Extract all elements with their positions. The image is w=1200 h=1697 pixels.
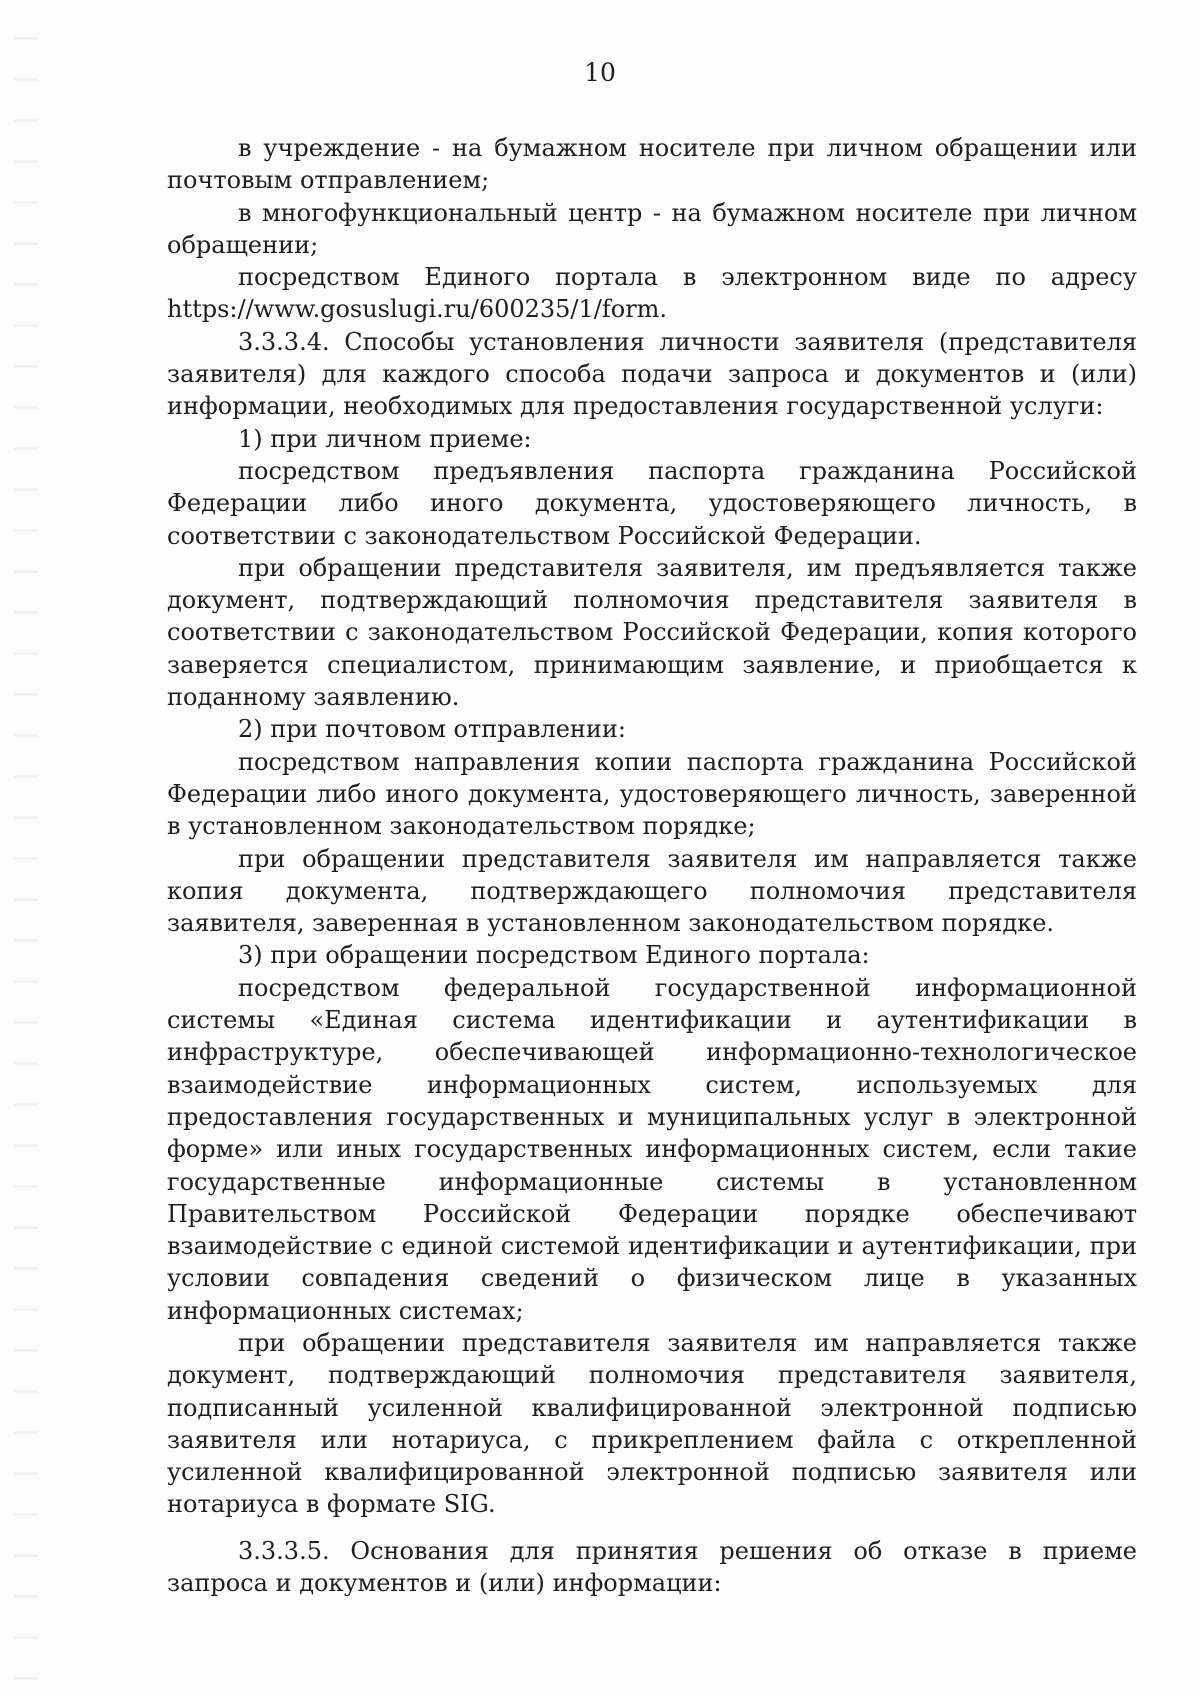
scan-edge-artifact (14, 0, 38, 1697)
paragraph-representative-postal: при обращении представителя заявителя им направляется также копия документа, подтверждающего полномочия представителя заявителя, заверенная в установленном законодательством порядке. (167, 844, 1137, 938)
paragraph-in-person-heading: 1) при личном приеме: (238, 424, 532, 453)
paragraph-portal-heading: 3) при обращении посредством Единого портала: (238, 941, 870, 970)
paragraph-representative-in-person: при обращении представителя заявителя, им предъявляется также документ, подтверждающий полномочия представителя заявителя в соответствии с законодательством Российской Федерации, копия которого заверяется специалистом, принимающим заявление, и приобщается к поданному заявлению. (167, 553, 1137, 712)
paragraph-passport-copy: посредством направления копии паспорта гражданина Российской Федерации либо иного документа, удостоверяющего личность, заверенной в установленном законодательством порядке; (167, 747, 1137, 841)
page-number: 10 (584, 58, 616, 87)
paragraph-mfc: в многофункциональный центр - на бумажном носителе при личном обращении; (167, 198, 1137, 259)
paragraph-passport: посредством предъявления паспорта гражданина Российской Федерации либо иного документа, удостоверяющего личность, в соответствии с законодательством Российской Федерации. (167, 456, 1137, 550)
paragraph-esia: посредством федеральной государственной информационной системы «Единая система идентификации и аутентификации в инфраструктуре, обеспечивающей информационно-технологическое взаимодействие информационных систем, используемых для предоставления государственных и муниципальных услуг в электронной форме» или иных государственных информационных систем, если такие государственные информационные системы в установленном Правительством Российской Федерации порядке обеспечивают взаимодействие с единой системой идентификации и аутентификации, при условии совпадения сведений о физическом лице в указанных информационных системах; (167, 973, 1137, 1325)
document-body (167, 132, 1137, 1599)
paragraph-3-3-3-4: 3.3.3.4. Способы установления личности заявителя (представителя заявителя) для каждого способа подачи запроса и документов и (или) информации, необходимых для предоставления государственной услуги: (167, 327, 1137, 421)
paragraph-representative-portal: при обращении представителя заявителя им направляется также документ, подтверждающий полномочия представителя заявителя, подписанный усиленной квалифицированной электронной подписью заявителя или нотариуса, с прикреплением файла с открепленной усиленной квалифицированной электронной подписью заявителя или нотариуса в формате SIG. (167, 1328, 1137, 1519)
paragraph-portal-address: посредством Единого портала в электронном виде по адресу https://www.gosuslugi.ru/600235/1/form. (167, 263, 1137, 324)
paragraph-institution: в учреждение - на бумажном носителе при личном обращении или почтовым отправлением; (167, 134, 1137, 195)
paragraph-postal-heading: 2) при почтовом отправлении: (238, 715, 626, 744)
paragraph-3-3-3-5: 3.3.3.5. Основания для принятия решения об отказе в приеме запроса и документов и (или) информации: (167, 1536, 1137, 1598)
